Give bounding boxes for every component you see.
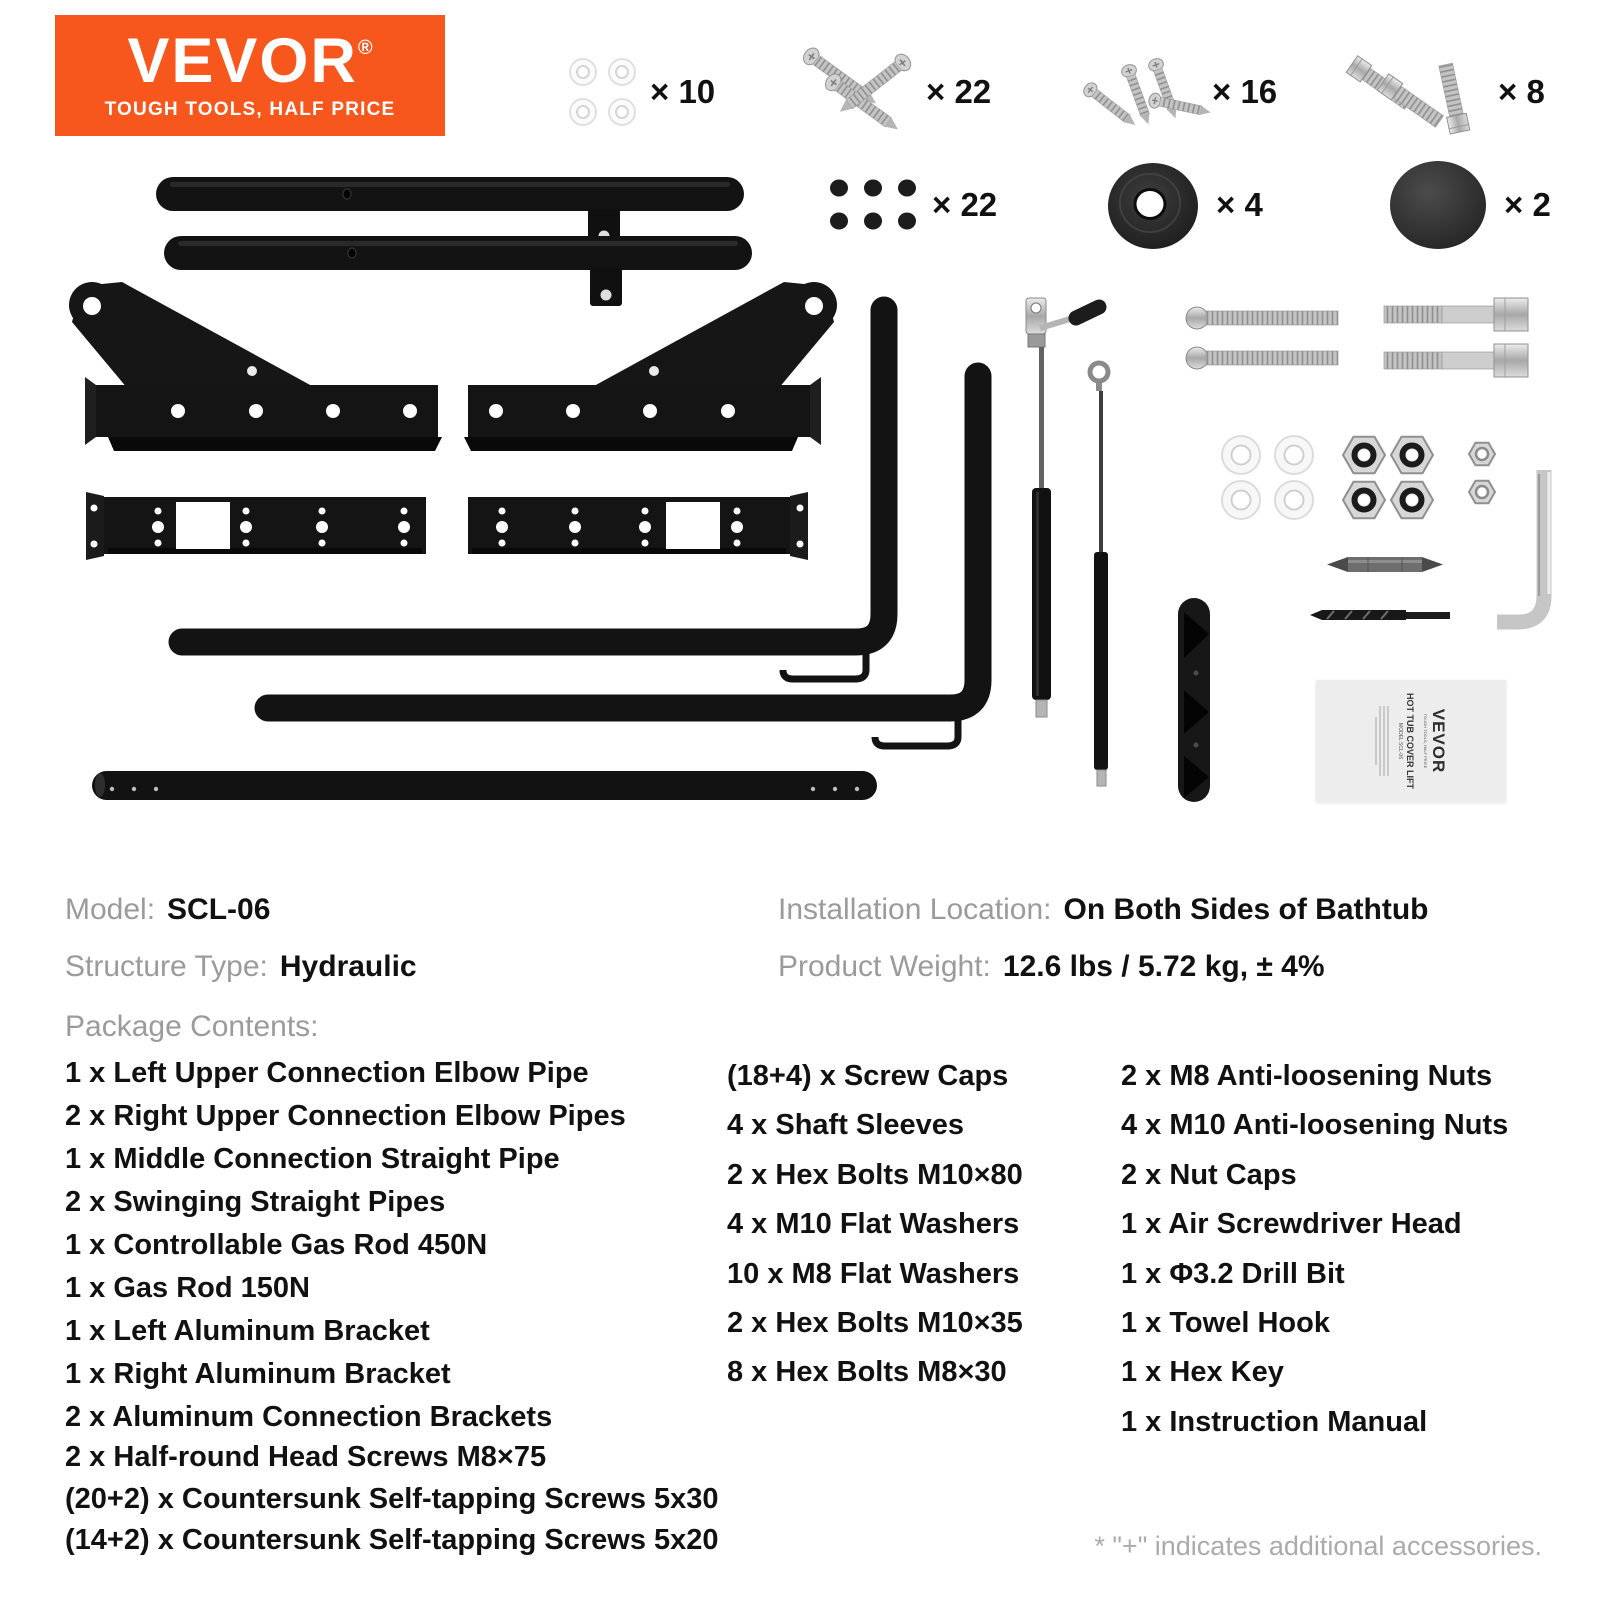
package-item: 1 x Hex Key: [1121, 1356, 1284, 1389]
controllable-gas-rod-graphic: [1026, 298, 1099, 717]
manual-model: MODEL SCL-06: [1397, 723, 1403, 759]
flat-washers-x10-icon: [570, 59, 635, 125]
package-item: 2 x Right Upper Connection Elbow Pipes: [65, 1100, 626, 1132]
middle-straight-pipe-graphic: [92, 771, 877, 800]
manual-brand: VEVOR: [1429, 708, 1448, 774]
right-aluminum-bracket-graphic: [464, 282, 837, 451]
left-aluminum-bracket-graphic: [69, 282, 442, 451]
drill-bit-graphic: [1310, 610, 1450, 620]
manual-tagline: TOUGH TOOLS, HALF PRICE: [1423, 713, 1428, 769]
package-item: 1 x Controllable Gas Rod 450N: [65, 1229, 488, 1261]
package-item: 2 x Half-round Head Screws M8×75: [65, 1441, 547, 1473]
package-list-col3: [1121, 1052, 1508, 1447]
package-item: 2 x Hex Bolts M10×80: [727, 1158, 1023, 1191]
self-tapping-screws-x16-icon: [1081, 57, 1212, 131]
package-list-col1: [65, 1052, 626, 1439]
package-item: 2 x Aluminum Connection Brackets: [65, 1401, 553, 1433]
screwdriver-bit-graphic: [1327, 557, 1443, 572]
package-item: 10 x M8 Flat Washers: [727, 1257, 1020, 1290]
screw-caps-x22-icon: [830, 180, 916, 230]
package-item: 1 x Φ3.2 Drill Bit: [1121, 1257, 1345, 1290]
brand-name: VEVOR: [127, 26, 358, 96]
connection-bracket-left-graphic: [86, 492, 426, 560]
spec-structure-label: Structure Type:: [65, 950, 268, 983]
manual-fineprint-lines: [1375, 706, 1389, 776]
package-item: (14+2) x Countersunk Self-tapping Screws 5x20: [65, 1524, 719, 1556]
spec-structure-value: Hydraulic: [279, 950, 417, 983]
connection-bracket-right-graphic: [468, 492, 808, 560]
spec-structure: [65, 950, 417, 984]
anti-loosening-nuts-graphic: [1343, 437, 1433, 518]
package-item: 1 x Air Screwdriver Head: [1121, 1208, 1462, 1241]
spec-weight-value: 12.6 lbs / 5.72 kg, ± 4%: [1002, 950, 1325, 983]
manual-title: HOT TUB COVER LIFT: [1405, 693, 1415, 789]
count-screws-small: × 16: [1212, 73, 1278, 110]
package-list-col2: [727, 1052, 1023, 1398]
registered-mark-icon: ®: [357, 37, 373, 59]
instruction-manual-graphic: [1316, 680, 1506, 802]
towel-hook-graphic: [1178, 598, 1210, 802]
rubber-washer-x4-icon: [1108, 163, 1198, 249]
package-item: 1 x Left Upper Connection Elbow Pipe: [65, 1057, 589, 1089]
count-flat-washers: × 10: [650, 73, 716, 110]
package-item: 1 x Instruction Manual: [1121, 1405, 1428, 1438]
half-round-screws-graphic: [1186, 307, 1338, 369]
package-contents-heading: Package Contents:: [65, 1010, 319, 1043]
spec-installation: [778, 893, 1428, 927]
count-screw-caps: × 22: [932, 186, 998, 223]
spec-installation-label: Installation Location:: [778, 893, 1052, 926]
footnote: * "+" indicates additional accessories.: [1094, 1531, 1542, 1561]
hex-bolts-x8-icon: [1346, 56, 1470, 134]
count-hex-bolts: × 8: [1498, 73, 1545, 110]
spec-weight: [778, 950, 1325, 984]
package-item: 4 x M10 Flat Washers: [727, 1208, 1020, 1241]
package-item: (20+2) x Countersunk Self-tapping Screws 5x30: [65, 1482, 719, 1515]
count-dome-cap: × 2: [1504, 186, 1551, 223]
package-item: 8 x Hex Bolts M8×30: [727, 1356, 1007, 1389]
spec-model-value: SCL-06: [167, 893, 271, 926]
gas-rod-150n-graphic: [1090, 363, 1108, 786]
hex-bolts-m10x80-graphic: [1384, 298, 1528, 377]
count-screws-large: × 22: [926, 73, 992, 110]
package-item: 1 x Right Aluminum Bracket: [65, 1358, 451, 1390]
spec-model: [65, 893, 270, 927]
package-item: 1 x Middle Connection Straight Pipe: [65, 1143, 560, 1175]
self-tapping-screws-x22-icon: [800, 45, 914, 137]
package-item: 4 x M10 Anti-loosening Nuts: [1121, 1109, 1509, 1142]
count-rubber-washer: × 4: [1216, 186, 1263, 223]
package-item: 1 x Gas Rod 150N: [65, 1272, 310, 1304]
spec-model-label: Model:: [65, 893, 156, 926]
package-list-col1-extra: [65, 1437, 719, 1562]
small-nuts-graphic: [1469, 443, 1495, 504]
spec-installation-value: On Both Sides of Bathtub: [1063, 893, 1429, 926]
package-item: 2 x Swinging Straight Pipes: [65, 1186, 446, 1218]
package-item: 1 x Towel Hook: [1121, 1307, 1330, 1340]
manual-cover-text: [1319, 683, 1503, 799]
hex-key-graphic: [1497, 470, 1549, 622]
m10-flat-washers-graphic: [1222, 436, 1313, 519]
package-item: (18+4) x Screw Caps: [727, 1060, 1009, 1092]
package-item: 4 x Shaft Sleeves: [727, 1109, 964, 1142]
swinging-pipe-2-graphic: [164, 236, 752, 306]
package-item: 2 x M8 Anti-loosening Nuts: [1121, 1060, 1493, 1092]
package-item: 1 x Left Aluminum Bracket: [65, 1315, 430, 1347]
package-item: 2 x Hex Bolts M10×35: [727, 1307, 1023, 1340]
brand-tagline: TOUGH TOOLS, HALF PRICE: [104, 99, 396, 120]
dome-cap-x2-icon: [1390, 161, 1486, 249]
package-item: 2 x Nut Caps: [1121, 1158, 1297, 1191]
spec-weight-label: Product Weight:: [778, 950, 991, 983]
